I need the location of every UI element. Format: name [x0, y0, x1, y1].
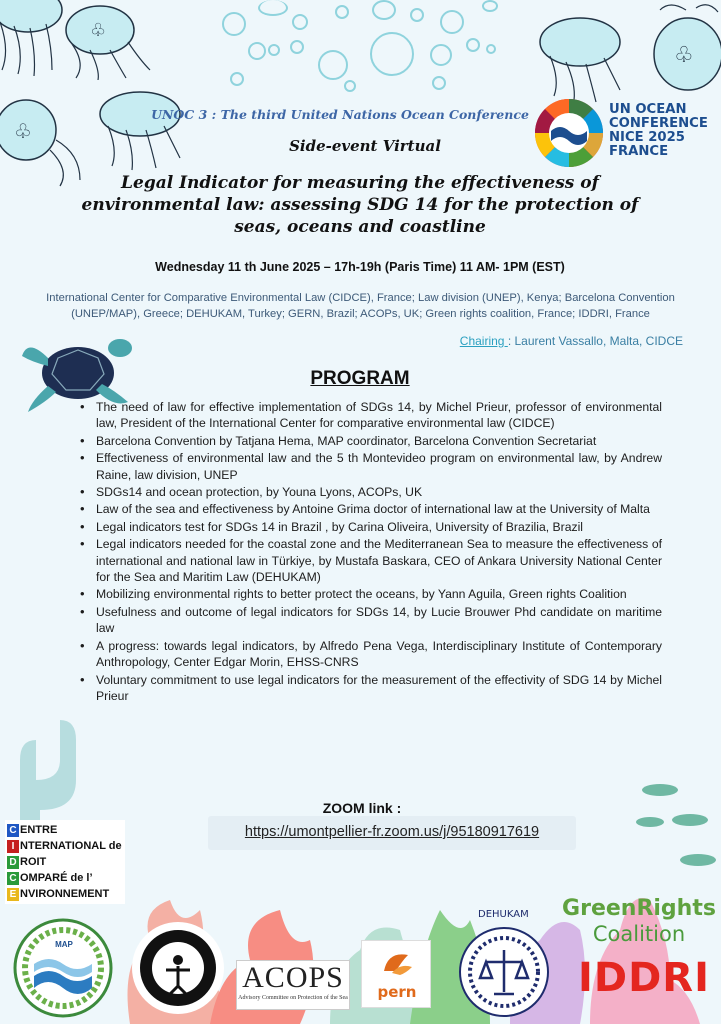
cidce-row [7, 838, 123, 854]
program-item: • A progress: towards legal indicators, by Alfredo Pena Vega, Interdisciplinary Institute of Contemporary Anthropology, Center Edgar Morin, EHSS-CNRS [78, 638, 662, 671]
bubble-decoration [432, 76, 446, 90]
dehukam-logo [452, 922, 556, 1022]
pern-logo [361, 940, 431, 1008]
bubble-decoration [370, 32, 414, 76]
zoom-link[interactable]: https://umontpellier-fr.zoom.us/j/95180917619 [244, 824, 540, 840]
program-item: • Law of the sea and effectiveness by Antoine Grima doctor of international law at the University of Malta [78, 501, 662, 517]
chairing-value: : Laurent Vassallo, Malta, CIDCE [507, 334, 683, 348]
bubble-decoration [248, 42, 266, 60]
pern-name: pern [377, 983, 417, 1001]
green-rights-coalition: Coalition [592, 922, 686, 946]
bubble-decoration [292, 14, 308, 30]
un-ocean-text [609, 103, 708, 159]
acops-subtitle: Advisory Committee on Protection of the Sea [238, 995, 348, 1001]
svg-text:♧: ♧ [14, 121, 32, 143]
acops-name: ACOPS [242, 961, 344, 994]
svg-text:♧: ♧ [90, 20, 107, 40]
sdg-wheel-icon [533, 97, 605, 169]
un-ocean-line: CONFERENCE [609, 116, 708, 131]
bubble-decoration [258, 0, 288, 16]
chairing-label: Chairing [459, 334, 508, 348]
program-item: • Legal indicators needed for the coastal zone and the Mediterranean Sea to measure the effectiveness of international and national law in Türkiye, by Mustafa Baskara, CEO of Ankara University National Center for the Sea and Maritim Law (DEHUKAM) [78, 536, 662, 585]
program-item: • Usefulness and outcome of legal indicators for SDGs 14, by Lucie Brouwer Phd candidate on maritime law [78, 604, 662, 637]
bubble-decoration [344, 80, 356, 92]
pern-swirl-icon [362, 941, 432, 985]
jellyfish-illustration [520, 0, 721, 110]
cidce-row [7, 822, 123, 838]
bubble-decoration [222, 12, 246, 36]
chairing-info [460, 334, 683, 348]
unep-logo [130, 920, 226, 1016]
zoom-label: ZOOM link : [322, 800, 402, 816]
bubble-decoration [482, 0, 498, 12]
un-ocean-line: UN OCEAN [609, 102, 687, 117]
bubble-decoration [466, 38, 480, 52]
un-ocean-conference-logo [533, 97, 713, 172]
program-item: • Effectiveness of environmental law and the 5 th Montevideo program on environmental law, by Andrew Raine, law division, UNEP [78, 450, 662, 483]
cidce-letter: E [7, 888, 19, 901]
bubble-decoration [268, 44, 280, 56]
event-datetime: Wednesday 11 th June 2025 – 17h-19h (Paris Time) 11 AM- 1PM (EST) [155, 260, 565, 274]
cidce-word: OMPARÉ de l’ [20, 872, 93, 884]
map-logo [4, 916, 122, 1020]
conference-subtitle: UNOC 3 : The third United Nations Ocean Conference [151, 107, 529, 122]
cidce-word: NVIRONNEMENT [20, 888, 110, 900]
cidce-word: NTERNATIONAL de [20, 840, 122, 852]
event-title: Legal Indicator for measuring the effectiveness of environmental law: assessing SDG 14 for the protection of seas, oceans and coastline [81, 173, 639, 237]
cidce-row [7, 886, 123, 902]
program-item: • Mobilizing environmental rights to better protect the oceans, by Yann Aguila, Green rights Coalition [78, 586, 662, 602]
side-event-label: Side-event Virtual [289, 137, 441, 155]
program-item: • SDGs14 and ocean protection, by Youna Lyons, ACOPs, UK [78, 484, 662, 500]
jellyfish-illustration [0, 0, 160, 80]
cidce-word: ROIT [20, 856, 47, 868]
cidce-word: ENTRE [20, 824, 58, 836]
program-item: • Legal indicators test for SDGs 14 in Brazil , by Carina Oliveira, University of Brazilia, Brazil [78, 519, 662, 535]
dehukam-title: DEHUKAM [478, 909, 529, 920]
bubble-decoration [290, 40, 304, 54]
program-heading: PROGRAM [310, 368, 410, 389]
cidce-letter: C [7, 872, 19, 885]
bubble-decoration [230, 72, 244, 86]
bubble-decoration [430, 44, 452, 66]
program-list [78, 399, 662, 705]
cidce-letter: C [7, 824, 19, 837]
cidce-row [7, 854, 123, 870]
cidce-row [7, 870, 123, 886]
cidce-letter: D [7, 856, 19, 869]
organizations-list: International Center for Comparative Environmental Law (CIDCE), France; Law division (UNEP), Kenya; Barcelona Convention (UNEP/MAP), Greece; DEHUKAM, Turkey; GERN, Brazil; ACOPs, UK; Green rights coalition, France; IDDRI, France [46, 292, 675, 320]
green-rights-name: GreenRights [562, 896, 716, 921]
cidce-logo [5, 820, 125, 904]
bubble-decoration [410, 8, 424, 22]
un-ocean-line: NICE 2025 [609, 130, 685, 145]
map-logo-text: MAP [55, 940, 73, 949]
cidce-letter: I [7, 840, 19, 853]
svg-text:♧: ♧ [674, 42, 694, 67]
program-item: • Voluntary commitment to use legal indicators for the measurement of the effectivity of SDG 14 by Michel Prieur [78, 672, 662, 705]
bubble-decoration [372, 0, 396, 20]
bubble-decoration [440, 10, 464, 34]
bubble-decoration [318, 50, 348, 80]
bubble-decoration [335, 5, 349, 19]
program-item: • The need of law for effective implementation of SDGs 14, by Michel Prieur, professor of environmental law, President of the International Center for comparative environmental law (CIDCE) [78, 399, 662, 432]
program-item: • Barcelona Convention by Tatjana Hema, MAP coordinator, Barcelona Convention Secretariat [78, 433, 662, 449]
acops-logo [236, 960, 350, 1010]
un-ocean-line: FRANCE [609, 144, 669, 159]
bubble-decoration [486, 44, 496, 54]
iddri-logo: IDDRI [578, 955, 710, 1001]
